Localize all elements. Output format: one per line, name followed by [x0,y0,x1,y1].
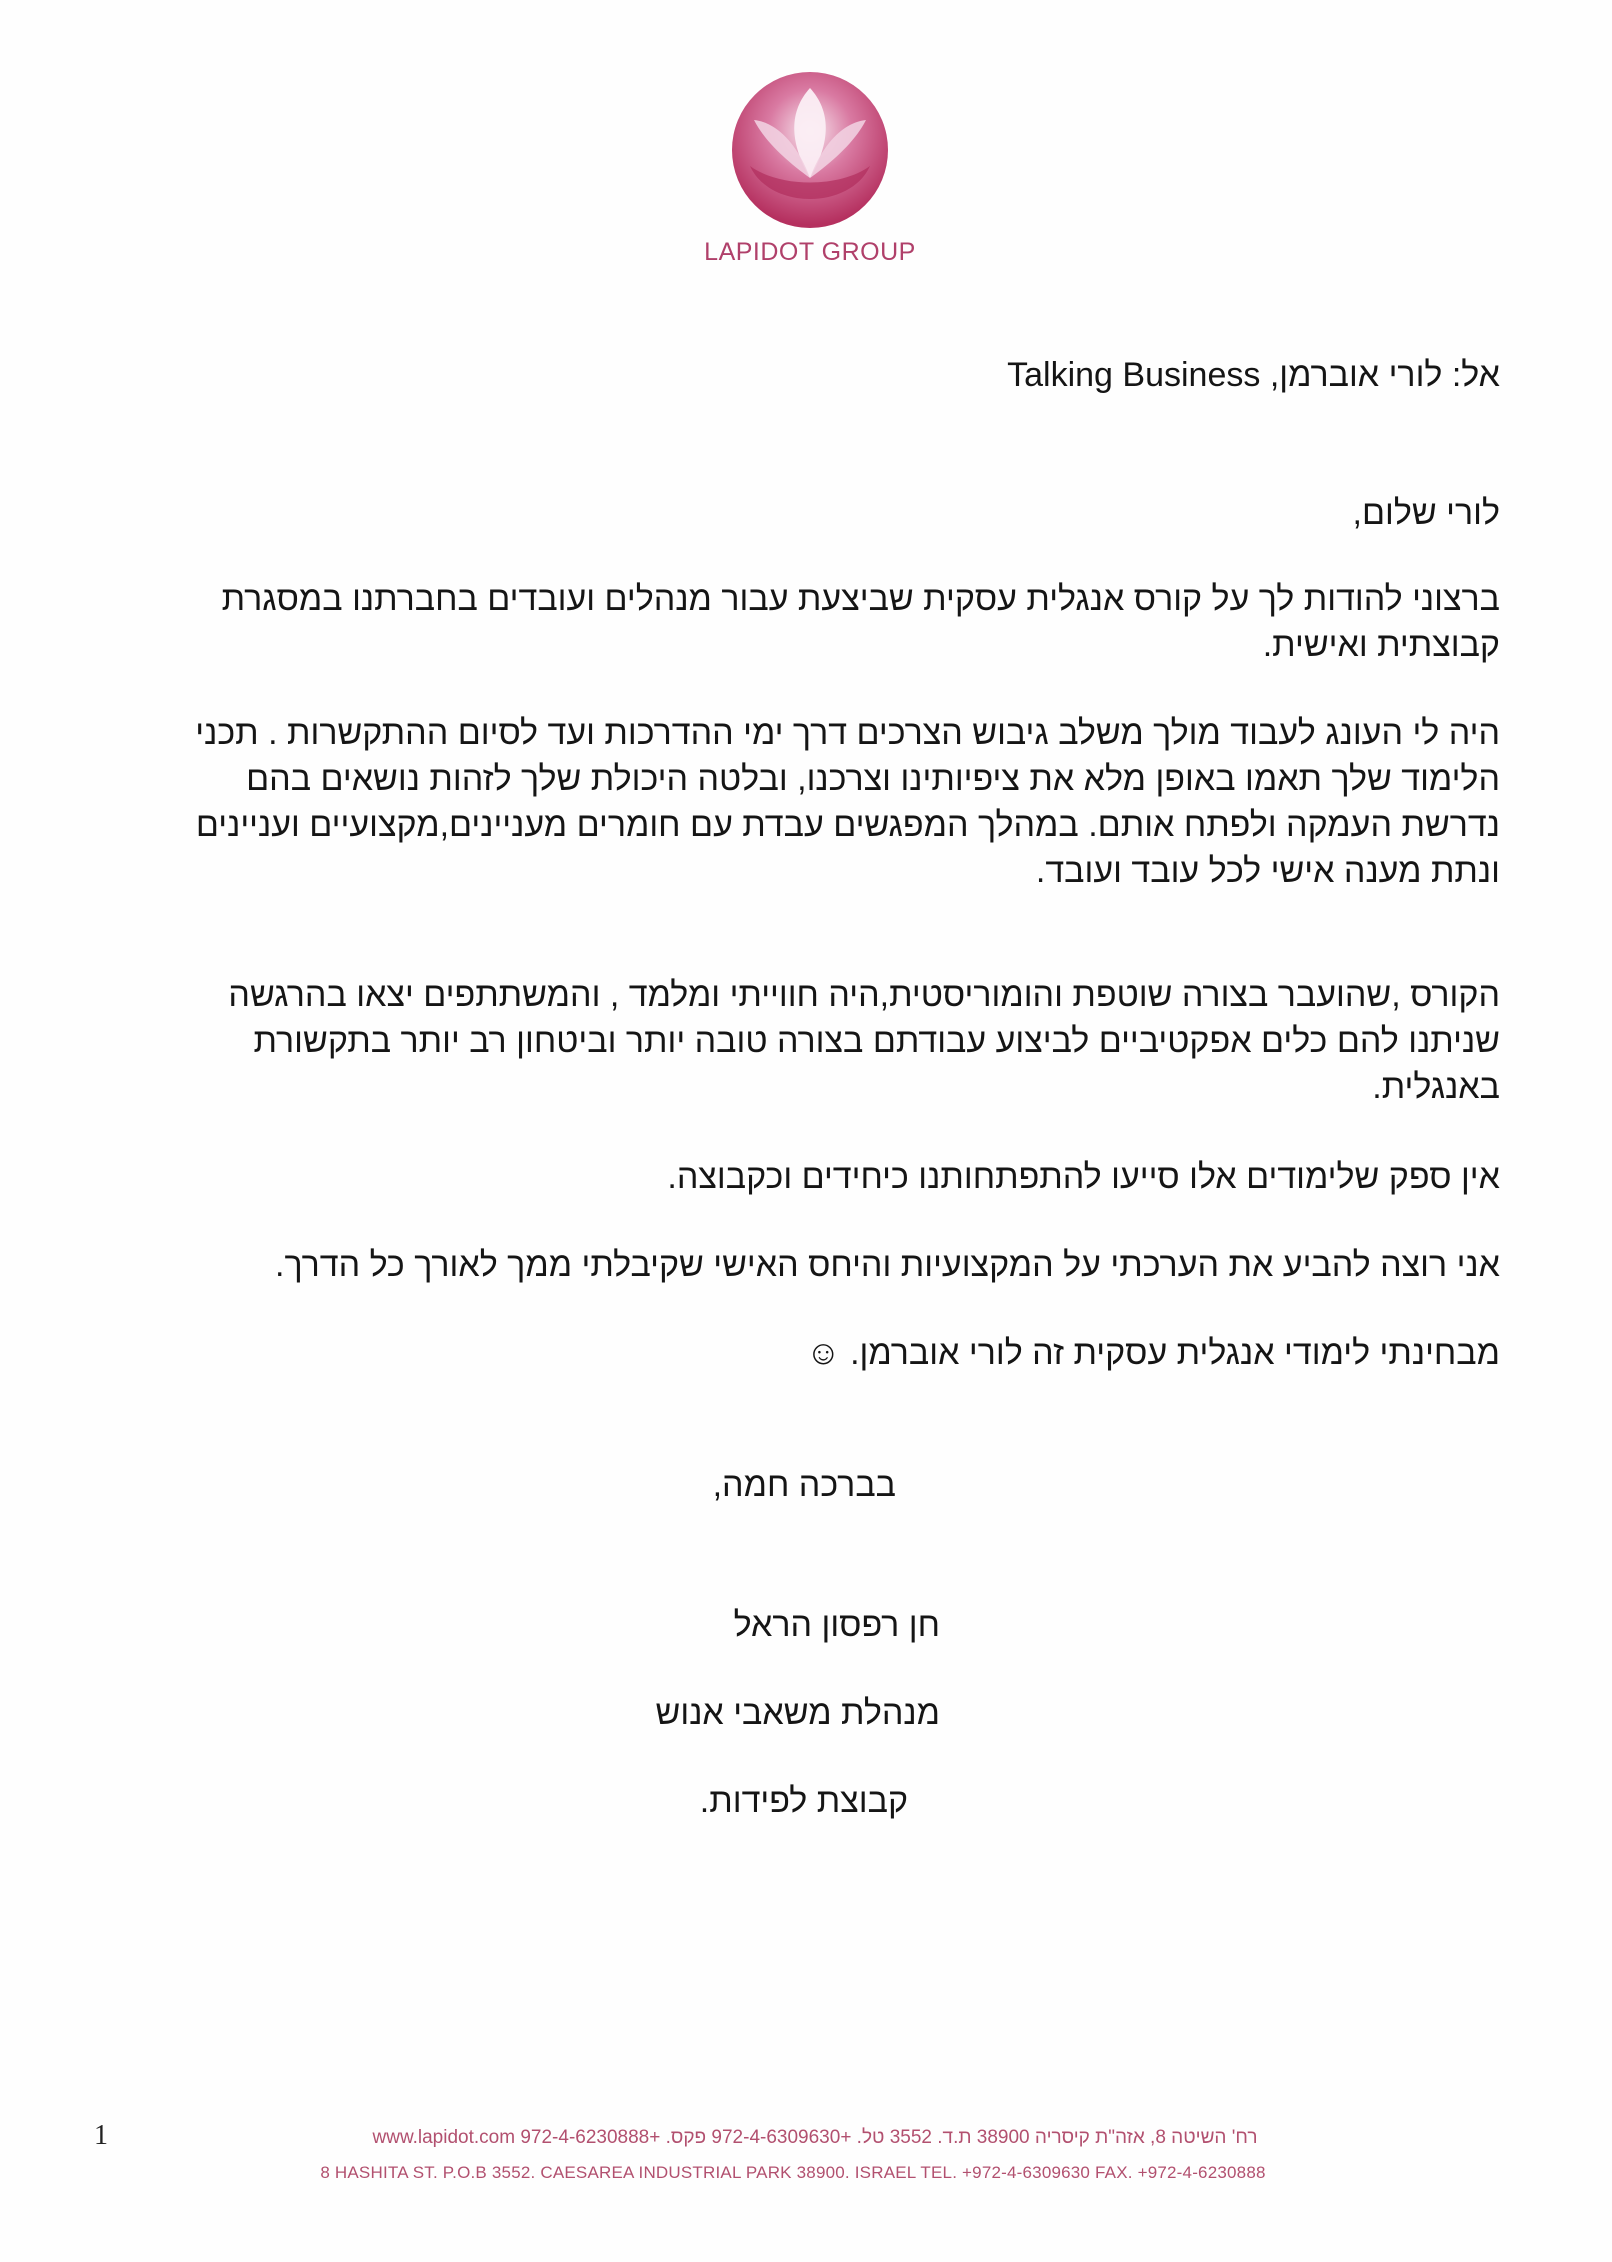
recipient-name: אל: לורי אוברמן, [1269,356,1500,394]
greeting: לורי שלום, [1352,494,1500,532]
recipient-company: Talking Business [1007,356,1261,394]
lotus-logo-icon [730,70,890,230]
signer-company: קבוצת לפידות. [699,1782,908,1820]
paragraph-appreciation: אני רוצה להביע את הערכתי על המקצועיות והיחס האישי שקיבלתי ממך לאורך כל הדרך. [275,1246,1500,1284]
logo-brand-text: LAPIDOT GROUP [704,238,916,266]
signer-role: מנהלת משאבי אנוש [655,1694,940,1732]
paragraph-thanks: ברצוני להודות לך על קורס אנגלית עסקית שביצעת עבור מנהלים ועובדים בחברתנו במסגרת קבוצתית ואישית. [221,580,1500,664]
company-logo [700,70,920,267]
footer-address-english: 8 HASHITA ST. P.O.B 3552. CAESAREA INDUSTRIAL PARK 38900. ISRAEL TEL. +972-4-6309630 FAX. +972-4-6230888 [320,2163,1266,2182]
page-number: 1 [94,2120,108,2151]
paragraph-course: הקורס ,שהועבר בצורה שוטפת והומוריסטית,היה חווייתי ומלמד , והמשתתפים יצאו בהרגשה שניתנו להם כלים אפקטיביים לביצוע עבודתם בצורה טובה יותר וביטחון רב יותר בתקשורת באנגלית. [228,976,1500,1106]
recipient-line [150,352,1500,398]
closing: בברכה חמה, [712,1466,896,1504]
paragraph-recommendation: מבחינתי לימודי אנגלית עסקית זה לורי אוברמן. ☺ [805,1334,1500,1372]
signer-name: חן רפסון הראל [733,1606,940,1644]
footer-address-hebrew: רח' השיטה 8, אזה"ת קיסריה 38900 ת.ד. 3552 טל. +972-4-6309630 פקס. +972-4-6230888 www.lapidot.com [372,2127,1258,2148]
paragraph-development: אין ספק שלימודים אלו סייעו להתפתחותנו כיחידים וכקבוצה. [667,1158,1500,1196]
paragraph-experience: היה לי העונג לעבוד מולך משלב גיבוש הצרכים דרך ימי ההדרכות ועד לסיום ההתקשרות . תכני הלימוד שלך תאמו באופן מלא את ציפיותינו וצרכנו, ובלטה היכולת שלך לזהות נושאים בהם נדרשת העמקה ולפתח אותם. במהלך המפגשים עבדת עם חומרים מעניינים,מקצועיים ועניינים ונתת מענה אישי לכל עובד ועובד. [195,714,1500,890]
